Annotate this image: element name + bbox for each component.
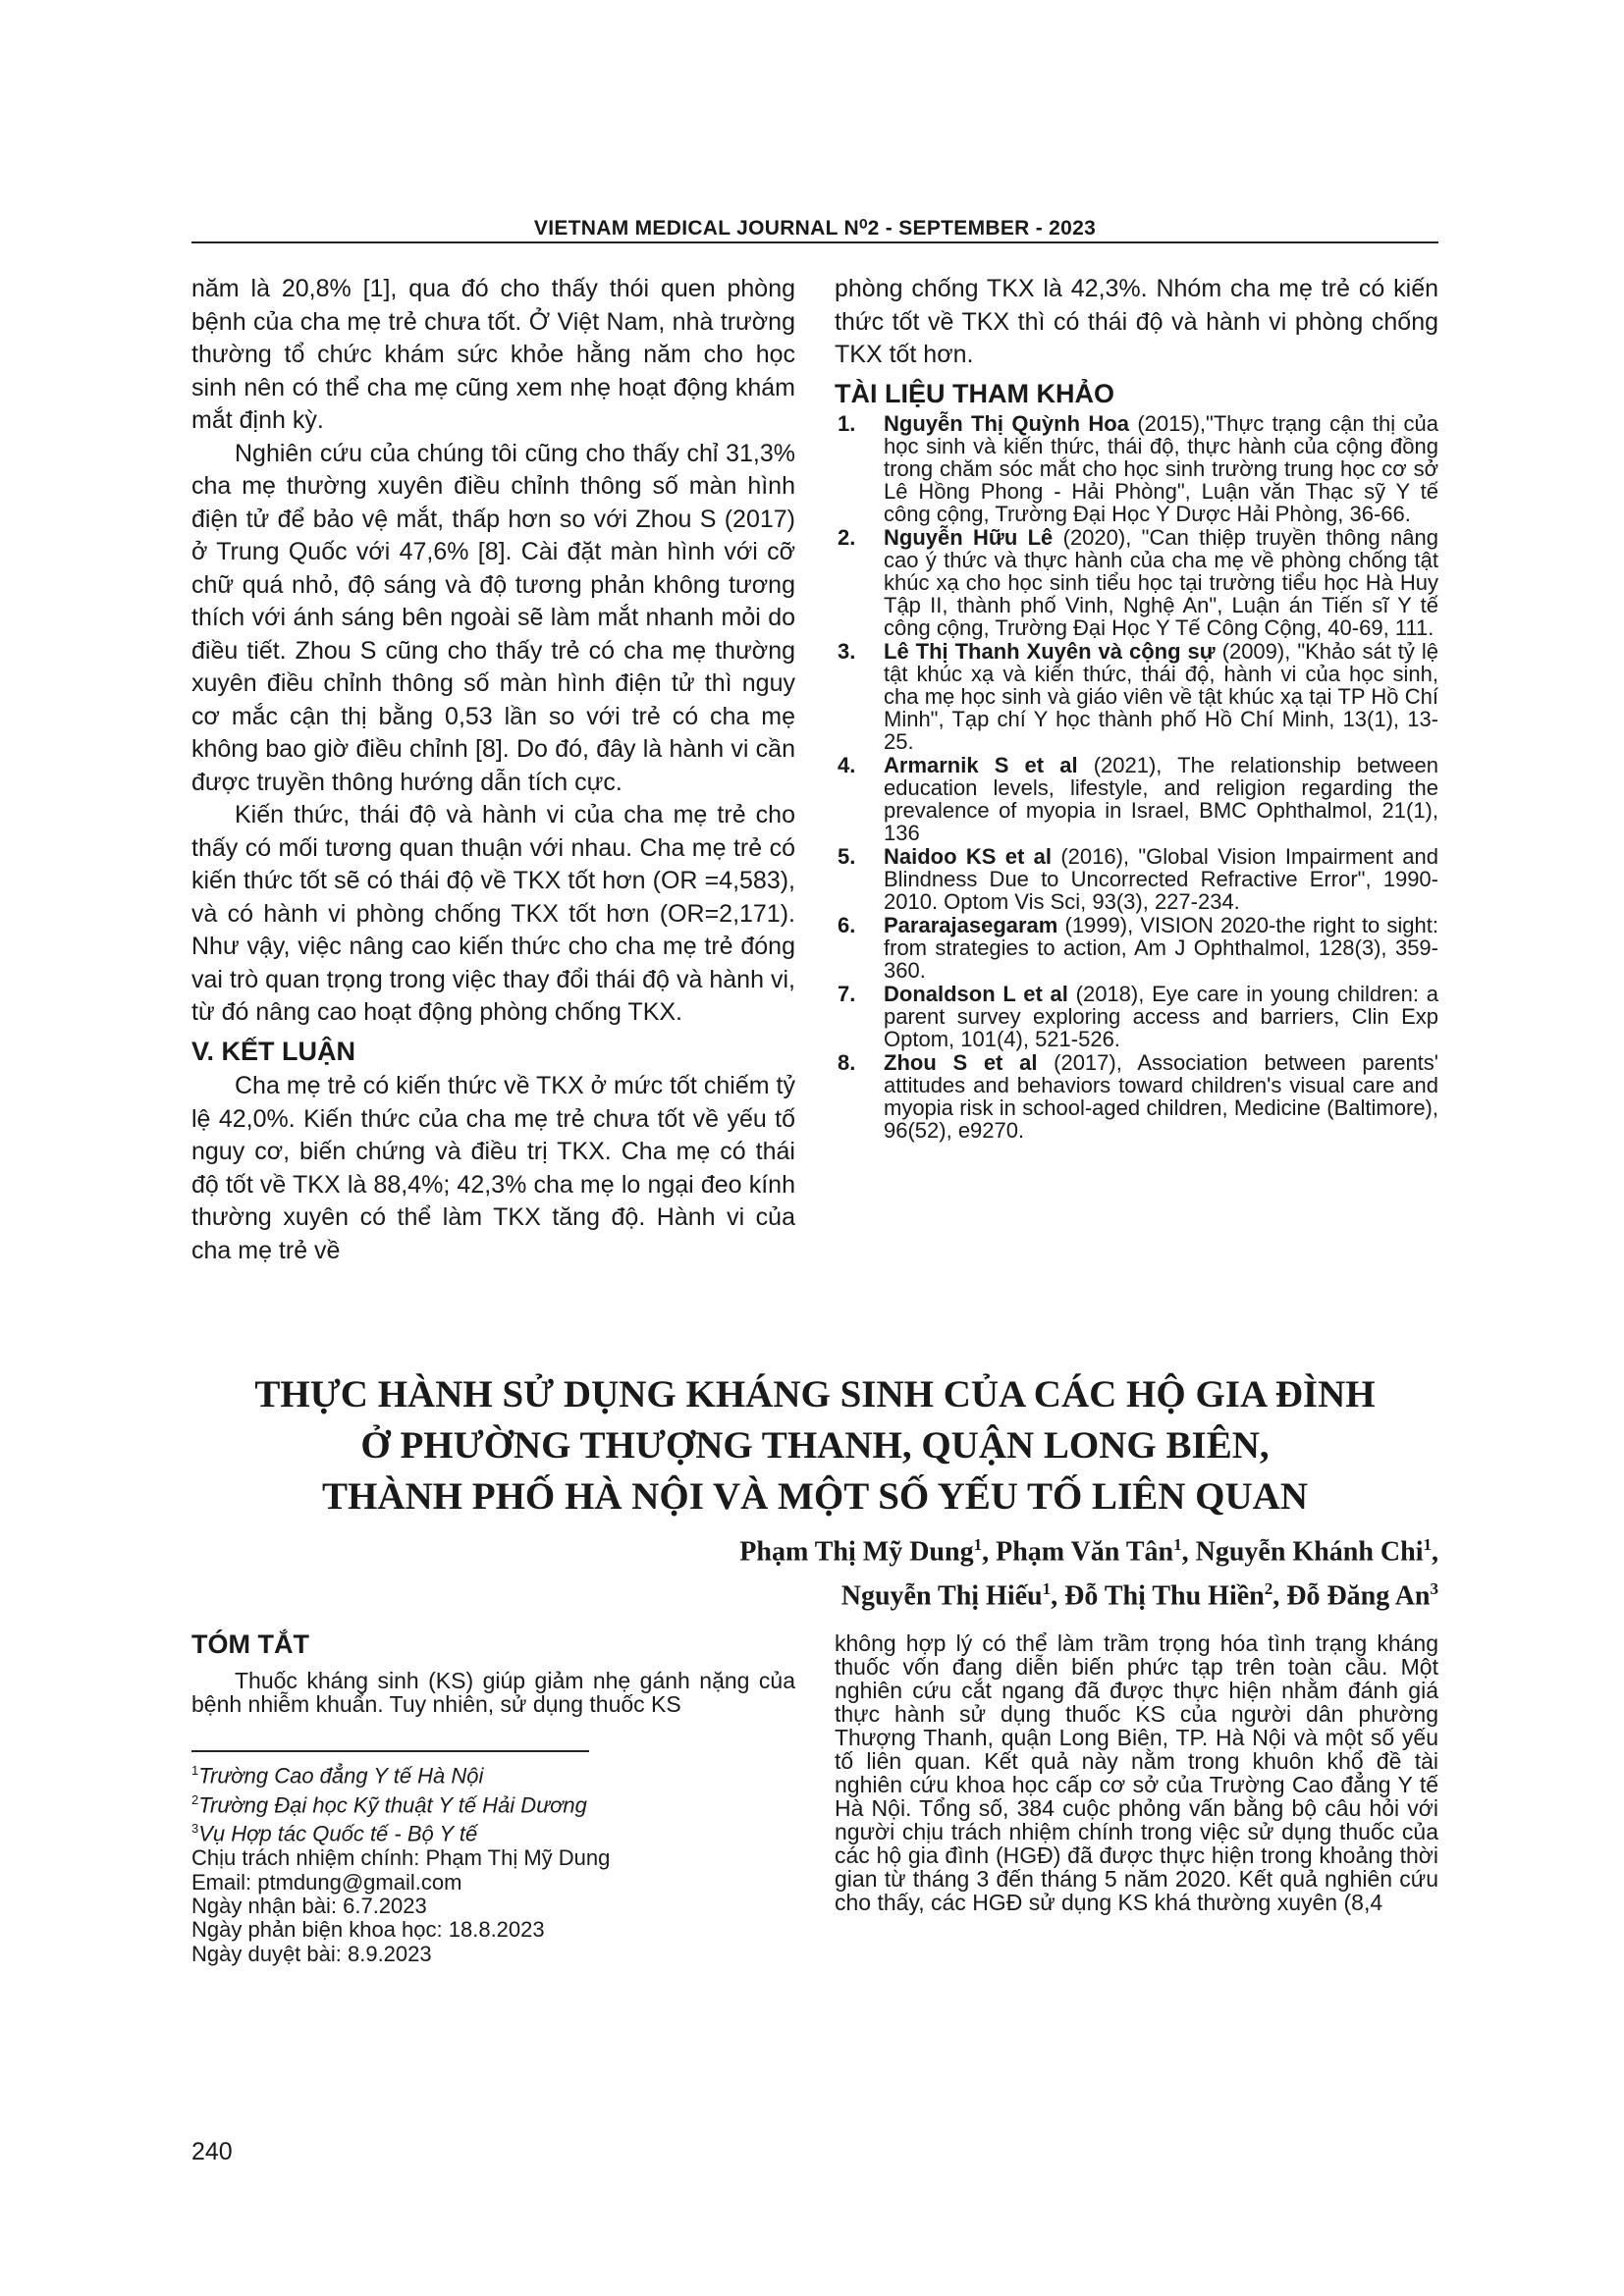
header-rule [191, 241, 1438, 243]
paragraph: Thuốc kháng sinh (KS) giúp giảm nhẹ gánh nặng của bệnh nhiễm khuẩn. Tuy nhiên, sử dụng thuốc KS [191, 1668, 795, 1717]
affiliation: $^2$Trường Đại học Kỹ thuật Y tế Hải Dương [191, 1791, 587, 1818]
review-date: Ngày phản biện khoa học: 18.8.2023 [191, 1917, 545, 1943]
reference-list [835, 412, 1438, 1142]
author-name: Đỗ Thị Thu Hiền [1064, 1580, 1265, 1612]
reference-item: 2. Nguyễn Hữu Lê (2020), "Can thiệp truyền thông nâng cao ý thức và thực hành của cha mẹ về phòng chống tật khúc xạ cho học sinh tiểu học tại trường tiểu học Hà Huy Tập II, thành phố Vinh, Nghệ An", Luận án Tiến sĩ Y tế công cộng, Trường Đại Học Y Tế Công Cộng, 40-69, 111. [838, 525, 1438, 640]
author-name: Phạm Văn Tân [996, 1536, 1174, 1568]
accepted-date: Ngày duyệt bài: 8.9.2023 [191, 1941, 432, 1966]
paragraph: Kiến thức, thái độ và hành vi của cha mẹ trẻ cho thấy có mối tương quan thuận với nhau. Cha mẹ trẻ có kiến thức tốt sẽ có thái độ về TKX tốt hơn (OR =4,583), và có hành vi phòng chống TKX tốt hơn (OR=2,171). Như vậy, việc nâng cao kiến thức cho cha mẹ trẻ đóng vai trò quan trọng trong việc thay đổi thái độ và hành vi, từ đó nâng cao hoạt động phòng chống TKX. [191, 801, 795, 1026]
reference-item: 4. Armarnik S et al (2021), The relationship between education levels, lifestyle, and religion regarding the prevalence of myopia in Israel, BMC Ophthalmol, 21(1), 136 [838, 753, 1439, 845]
journal-header: VIETNAM MEDICAL JOURNAL N⁰2 - SEPTEMBER - 2023 [533, 217, 1097, 240]
author-name: Nguyễn Khánh Chi [1195, 1536, 1424, 1568]
affiliation: $^3$Vụ Hợp tác Quốc tế - Bộ Y tế [191, 1821, 478, 1846]
author-list [550, 1526, 1438, 1616]
author-line: Nguyễn Thị Hiếu$^1$, Đỗ Thị Thu Hiền$^2$, Đỗ Đăng An$^3$ [840, 1579, 1438, 1612]
author-name: Phạm Thị Mỹ Dung [739, 1536, 974, 1568]
reference-item: 1. Nguyễn Thị Quỳnh Hoa (2015),"Thực trạng cận thị của học sinh và kiến thức, thái độ, thực hành của cộng đồng trong chăm sóc mắt cho học sinh trường trung học cơ sở Lê Hồng Phong - Hải Phòng", Luận văn Thạc sỹ Y tế công cộng, Trường Đại Học Y Dược Hải Phòng, 36-66. [838, 411, 1438, 526]
author-name: Nguyễn Thị Hiếu [840, 1580, 1043, 1612]
received-date: Ngày nhận bài: 6.7.2023 [191, 1894, 427, 1919]
footnotes [191, 1759, 702, 1966]
paragraph: năm là 20,8% [1], qua đó cho thấy thói quen phòng bệnh của cha mẹ trẻ chưa tốt. Ở Việt Nam, nhà trường thường tổ chức khám sức khỏe hằng năm cho học sinh nên có thể cha mẹ cũng xem nhẹ hoạt động khám mắt định kỳ. [191, 275, 795, 434]
reference-item: 3. Lê Thị Thanh Xuyên và cộng sự (2009), "Khảo sát tỷ lệ tật khúc xạ và kiến thức, thái độ, hành vi của học sinh, cha mẹ học sinh và giáo viên về tật khúc xạ tại TP Hồ Chí Minh", Tạp chí Y học thành phố Hồ Chí Minh, 13(1), 13-25. [838, 639, 1438, 754]
abstract-heading: TÓM TẮT [191, 1629, 309, 1659]
paragraph: Cha mẹ trẻ có kiến thức về TKX ở mức tốt chiếm tỷ lệ 42,0%. Kiến thức của cha mẹ trẻ chưa tốt về yếu tố nguy cơ, biến chứng và điều trị TKX. Cha mẹ có thái độ tốt về TKX là 88,4%; 42,3% cha mẹ lo ngại đeo kính thường xuyên có thể làm TKX tăng độ. Hành vi của cha mẹ trẻ về [191, 1072, 795, 1264]
left-column [191, 273, 795, 1267]
footnote-rule [191, 1750, 589, 1752]
page-number: 240 [191, 2138, 233, 2165]
right-column [835, 273, 1438, 1143]
title-line: THÀNH PHỐ HÀ NỘI VÀ MỘT SỐ YẾU TỐ LIÊN QUAN [321, 1475, 1309, 1518]
reference-item: 7. Donaldson L et al (2018), Eye care in young children: a parent survey exploring access and barriers, Clin Exp Optom, 101(4), 521-526. [838, 982, 1439, 1051]
article-title [191, 1369, 1438, 1522]
author-name: Đỗ Đăng An [1286, 1580, 1431, 1612]
title-line: THỰC HÀNH SỬ DỤNG KHÁNG SINH CỦA CÁC HỘ GIA ĐÌNH [254, 1373, 1376, 1415]
email: Email: ptmdung@gmail.com [191, 1869, 462, 1895]
abstract-right [835, 1631, 1438, 1914]
paragraph: phòng chống TKX là 42,3%. Nhóm cha mẹ trẻ có kiến thức tốt về TKX thì có thái độ và hành vi phòng chống TKX tốt hơn. [835, 275, 1438, 368]
reference-item: 5. Naidoo KS et al (2016), "Global Vision Impairment and Blindness Due to Uncorrected Refractive Error", 1990-2010. Optom Vis Sci, 93(3), 227-234. [838, 844, 1438, 914]
affiliation: $^1$Trường Cao đẳng Y tế Hà Nội [191, 1763, 484, 1789]
section-heading: V. KẾT LUẬN [191, 1036, 356, 1066]
reference-item: 8. Zhou S et al (2017), Association between parents' attitudes and behaviors toward children's visual care and myopia risk in school-aged children, Medicine (Baltimore), 96(52), e9270. [838, 1050, 1438, 1143]
paragraph: không hợp lý có thể làm trầm trọng hóa tình trạng kháng thuốc vốn đang diễn biến phức tạp trên toàn cầu. Một nghiên cứu cắt ngang đã được thực hiện nhằm đánh giá thực hành sử dụng thuốc KS của người dân phường Thượng Thanh, quận Long Biên, TP. Hà Nội và một số yếu tố liên quan. Kết quả này nằm trong khuôn khổ đề tài nghiên cứu khoa học cấp cơ sở của Trường Cao đẳng Y tế Hà Nội. Tổng số, 384 cuộc phỏng vấn bằng bộ câu hỏi với người chịu trách nhiệm chính trong việc sử dụng thuốc của các hộ gia đình (HGĐ) đã được thực hiện trong khoảng thời gian từ tháng 3 đến tháng 5 năm 2020. Kết quả nghiên cứu cho thấy, các HGĐ sử dụng KS khá thường xuyên (8,4 [835, 1630, 1438, 1915]
title-line: Ở PHƯỜNG THƯỢNG THANH, QUẬN LONG BIÊN, [360, 1424, 1270, 1467]
paragraph: Nghiên cứu của chúng tôi cũng cho thấy chỉ 31,3% cha mẹ thường xuyên điều chỉnh thông số màn hình điện tử để bảo vệ mắt, thấp hơn so với Zhou S (2017) ở Trung Quốc với 47,6% [8]. Cài đặt màn hình với cỡ chữ quá nhỏ, độ sáng và độ tương phản không tương thích với ánh sáng bên ngoài sẽ làm mắt nhanh mỏi do điều tiết. Zhou S cũng cho thấy trẻ có cha mẹ thường xuyên điều chỉnh thông số màn hình điện tử thì nguy cơ mắc cận thị bằng 0,53 lần so với trẻ có cha mẹ không bao giờ điều chỉnh [8]. Do đó, đây là hành vi cần được truyền thông hướng dẫn tích cực. [191, 439, 795, 796]
references-heading: TÀI LIỆU THAM KHẢO [835, 378, 1114, 408]
reference-item: 6. Pararajasegaram (1999), VISION 2020-the right to sight: from strategies to action, Am J Ophthalmol, 128(3), 359-360. [838, 913, 1438, 983]
author-line: Phạm Thị Mỹ Dung$^1$, Phạm Văn Tân$^1$, Nguyễn Khánh Chi$^1$, [739, 1535, 1438, 1568]
corresponding-author: Chịu trách nhiệm chính: Phạm Thị Mỹ Dung [191, 1845, 611, 1871]
abstract-left [191, 1669, 795, 1716]
